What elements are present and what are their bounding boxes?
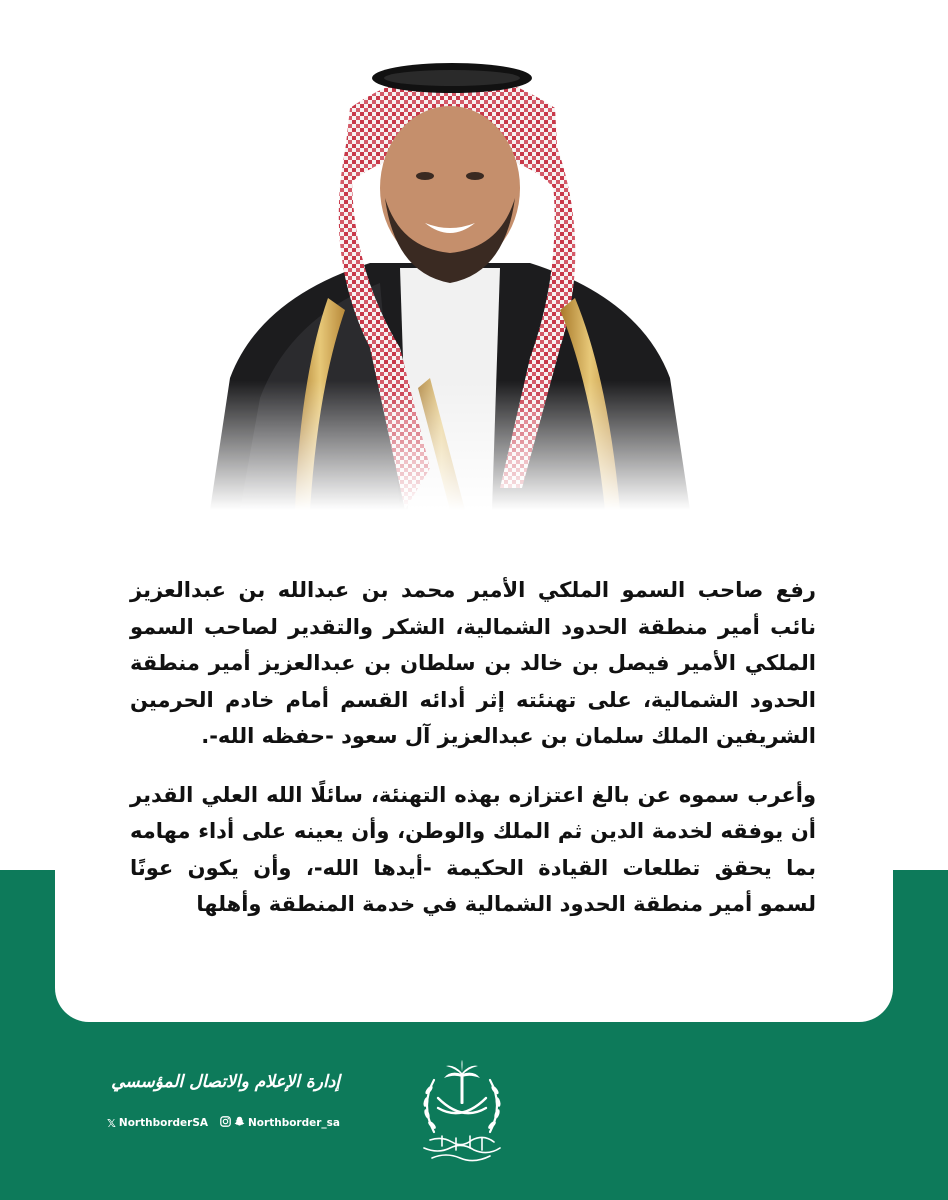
snapchat-icon[interactable] bbox=[234, 1116, 245, 1130]
paragraph-1: رفع صاحب السمو الملكي الأمير محمد بن عبدالله بن عبدالعزيز نائب أمير منطقة الحدود الشمالية، الشكر والتقدير لصاحب السمو الملكي الأمير فيصل بن خالد بن سلطان بن عبدالعزيز أمير منطقة الحدود الشمالية، على تهنئته إثر أدائه القسم أمام خادم الحرمين الشريفين الملك سلمان بن عبدالعزيز آل سعود -حفظه الله-. bbox=[130, 578, 816, 748]
x-icon[interactable]: 𝕏 bbox=[107, 1116, 116, 1130]
snapchat-handle[interactable]: Northborder_sa bbox=[248, 1117, 340, 1129]
portrait-photo bbox=[200, 48, 700, 510]
instagram-icon[interactable] bbox=[220, 1116, 231, 1130]
department-signature bbox=[90, 1072, 340, 1132]
paragraph-2: وأعرب سموه عن بالغ اعتزازه بهذه التهنئة، سائلًا الله العلي القدير أن يوفقه لخدمة الدين ثم الملك والوطن، وأن يعينه على أداء مهامه بما يحقق تطلعات القيادة الحكيمة -أيدها الله-، وأن يكون عونًا لسمو أمير منطقة الحدود الشمالية في خدمة المنطقة وأهلها bbox=[130, 782, 816, 916]
social-handles bbox=[107, 1116, 340, 1130]
x-handle[interactable]: NorthborderSA bbox=[118, 1117, 209, 1129]
saudi-emblem-icon bbox=[412, 1050, 512, 1166]
announcement-text bbox=[130, 572, 816, 945]
department-title: إدارة الإعلام والاتصال المؤسسي bbox=[111, 1072, 340, 1092]
